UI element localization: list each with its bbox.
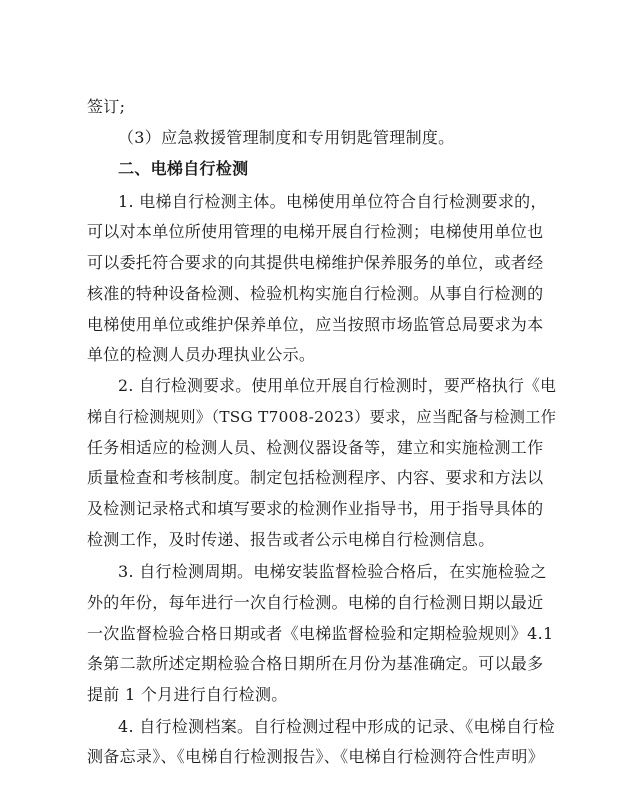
text-line-16: 3. 自行检测周期。电梯安装监督检验合格后，在实施检验之 — [118, 562, 547, 581]
text-line-13: 质量检查和考核制度。制定包括检测程序、内容、要求和方法以 — [87, 468, 544, 487]
text-line-17: 外的年份，每年进行一次自行检测。电梯的自行检测日期以最近 — [87, 593, 544, 612]
text-line-19: 条第二款所述定期检验合格日期所在月份为基准确定。可以最多 — [87, 654, 544, 673]
text-line-11: 梯自行检测规则》（TSG T7008-2023）要求，应当配备与检测工作 — [87, 408, 557, 426]
text-line-10: 2. 自行检测要求。使用单位开展自行检测时，要严格执行《电 — [118, 376, 557, 395]
text-line-9: 单位的检测人员办理执业公示。 — [87, 345, 316, 364]
text-line-21: 4. 自行检测档案。自行检测过程中形成的记录、《电梯自行检 — [118, 717, 556, 736]
text-line-22: 测备忘录》、《电梯自行检测报告》、《电梯自行检测符合性声明》 — [87, 747, 545, 766]
section-heading: 二、电梯自行检测 — [118, 159, 249, 178]
text-line-15: 检测工作，及时传递、报告或者公示电梯自行检测信息。 — [87, 530, 495, 549]
text-line-2: （3）应急救援管理制度和专用钥匙管理制度。 — [118, 128, 455, 147]
text-line-8: 电梯使用单位或维护保养单位，应当按照市场监管总局要求为本 — [87, 315, 544, 334]
text-line-4: 1. 电梯自行检测主体。电梯使用单位符合自行检测要求的， — [118, 192, 547, 211]
text-line-1: 签订; — [87, 97, 126, 116]
text-line-14: 及检测记录格式和填写要求的检测作业指导书，用于指导具体的 — [87, 499, 544, 518]
text-line-6: 可以委托符合要求的向其提供电梯维护保养服务的单位，或者经 — [87, 253, 544, 272]
text-line-18: 一次监督检验合格日期或者《电梯监督检验和定期检验规则》4.1 — [87, 624, 554, 643]
text-line-5: 可以对本单位所使用管理的电梯开展自行检测；电梯使用单位也 — [87, 222, 544, 241]
text-line-7: 核准的特种设备检测、检验机构实施自行检测。从事自行检测的 — [87, 284, 544, 303]
text-line-12: 任务相适应的检测人员、检测仪器设备等，建立和实施检测工作 — [87, 438, 544, 457]
text-line-20: 提前 1 个月进行自行检测。 — [87, 685, 288, 704]
